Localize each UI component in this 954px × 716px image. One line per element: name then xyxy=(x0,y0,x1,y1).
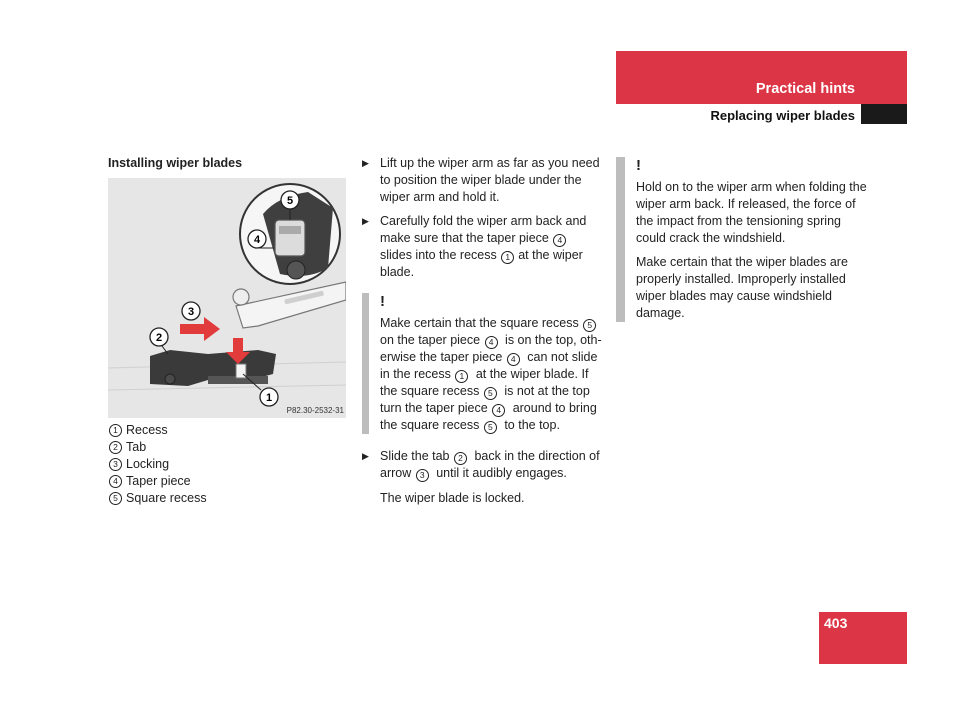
legend-label: Tab xyxy=(126,440,147,454)
callout-2: 2 xyxy=(155,332,163,344)
step-lift-arm: ▶ Lift up the wiper arm as far as you need to position the wiper blade under the wiper arm and hold it. xyxy=(362,156,600,204)
step-slide-tab: ▶ Slide the tab 2 back in the direction of arrow 3 until it audibly engages. xyxy=(362,449,600,480)
legend-number: 2 xyxy=(109,441,122,454)
warning-square-recess: ! Make certain that the square recess 5 on the taper piece 4 is on the top, oth-erwise the taper piece 4 can not slide in the recess 1 at the wiper blade. If the square recess 5 is not at the top turn the taper piece 4 around to bring the square recess 5 to the top. xyxy=(362,293,602,434)
bullet-arrow-icon: ▶ xyxy=(362,451,369,461)
wiper-illustration xyxy=(108,178,346,418)
section-title: Practical hints xyxy=(755,81,855,97)
legend-item xyxy=(108,422,207,439)
legend-number: 4 xyxy=(109,475,122,488)
warning-bar xyxy=(362,293,369,434)
legend-item xyxy=(108,439,207,456)
figure-code: P82.30-2532-31 xyxy=(286,406,344,415)
bullet-arrow-icon: ▶ xyxy=(362,158,369,168)
legend-label: Taper piece xyxy=(126,474,191,488)
callout-1: 1 xyxy=(265,392,273,404)
subsection-title: Replacing wiper blades xyxy=(710,108,855,123)
legend-number: 5 xyxy=(109,492,122,505)
step-fold-arm: ▶ Carefully fold the wiper arm back and make sure that the taper piece 4slides into the recess 1 at the wiper blade. xyxy=(362,214,587,279)
legend-label: Locking xyxy=(126,457,170,471)
warning-paragraph: Hold on to the wiper arm when folding the wiper arm back. If released, the force of the impact from the tensioning spring could crack the windshield. xyxy=(636,180,867,245)
callout-3: 3 xyxy=(187,306,195,318)
legend-number: 3 xyxy=(109,458,122,471)
installing-heading: Installing wiper blades xyxy=(108,156,243,170)
page-number: 403 xyxy=(824,615,848,631)
warning-icon: ! xyxy=(636,157,641,174)
header-marker xyxy=(861,104,907,124)
bullet-arrow-icon: ▶ xyxy=(362,216,369,226)
figure-legend xyxy=(108,422,207,507)
result-text: The wiper blade is locked. xyxy=(380,491,525,505)
legend-label: Recess xyxy=(126,423,168,437)
wiper-figure xyxy=(108,178,346,418)
warning-icon: ! xyxy=(380,293,385,310)
callout-4: 4 xyxy=(253,234,261,246)
legend-label: Square recess xyxy=(126,491,207,505)
callout-5: 5 xyxy=(286,195,294,207)
legend-item xyxy=(108,456,207,473)
legend-item xyxy=(108,473,207,490)
header-banner xyxy=(616,51,907,104)
legend-item xyxy=(108,490,207,507)
warning-bar xyxy=(616,157,625,322)
instructions-column xyxy=(362,155,602,507)
warning-windshield xyxy=(616,157,870,322)
warning-paragraph: Make certain that the wiper blades are properly installed. Improperly installed wiper blades may cause windshield damage. xyxy=(636,255,848,320)
legend-number: 1 xyxy=(109,424,122,437)
